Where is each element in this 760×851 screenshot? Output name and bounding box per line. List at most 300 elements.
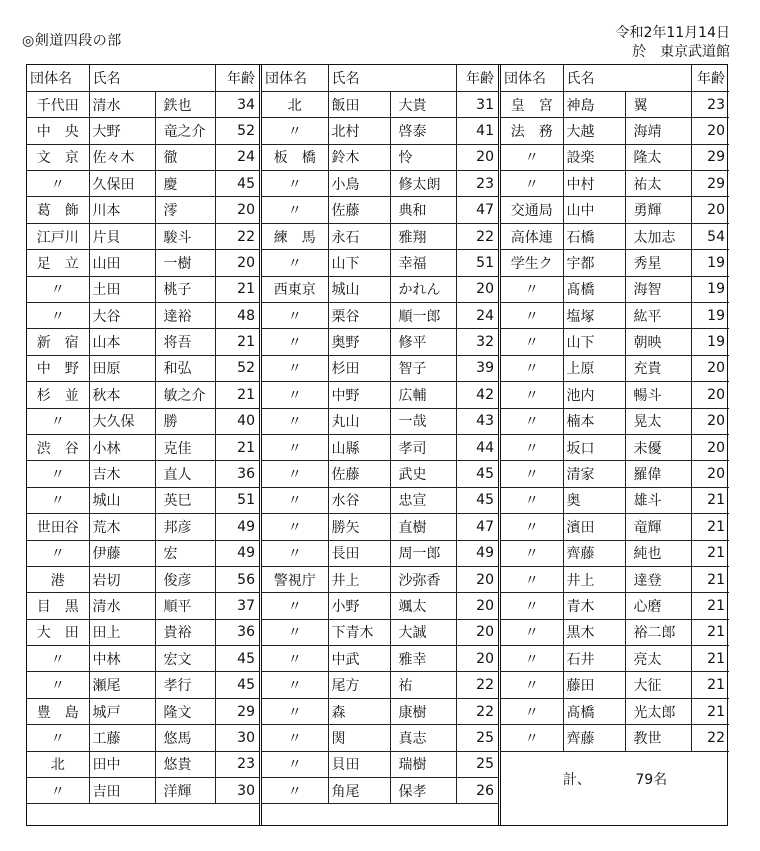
header-org: 団体名 [501, 65, 563, 91]
given-name-cell: 祐太 [625, 171, 691, 197]
given-name-cell: 宏文 [155, 646, 215, 672]
org-cell: 〃 [501, 461, 563, 487]
surname-cell: 上原 [563, 355, 625, 381]
age-cell: 20 [456, 593, 498, 619]
given-name-cell: 忠宣 [390, 487, 456, 513]
age-cell: 21 [691, 487, 729, 513]
surname-cell: 永石 [328, 223, 390, 249]
given-name-cell: 大貴 [390, 91, 456, 117]
org-cell: 〃 [262, 197, 328, 223]
table-row [27, 514, 259, 540]
total-label: 計、 [562, 772, 591, 789]
surname-cell: 城山 [328, 276, 390, 302]
table-row [262, 118, 498, 144]
surname-cell: 小鳥 [328, 171, 390, 197]
org-cell: 千代田 [27, 91, 89, 117]
surname-cell: 杉田 [328, 355, 390, 381]
age-cell: 56 [215, 566, 259, 592]
surname-cell: 水谷 [328, 487, 390, 513]
surname-cell: 吉田 [89, 778, 155, 804]
given-name-cell: 隆太 [625, 144, 691, 170]
age-cell: 21 [215, 276, 259, 302]
org-cell: 〃 [27, 303, 89, 329]
org-cell: 江戸川 [27, 223, 89, 249]
given-name-cell: 典和 [390, 197, 456, 223]
given-name-cell: 勝 [155, 408, 215, 434]
given-name-cell: 大誠 [390, 619, 456, 645]
given-name-cell: 竜之介 [155, 118, 215, 144]
given-name-cell: 修太朗 [390, 171, 456, 197]
org-cell: 〃 [262, 698, 328, 724]
table-row [501, 408, 729, 434]
given-name-cell: 康樹 [390, 698, 456, 724]
org-cell: 〃 [501, 171, 563, 197]
org-cell: 〃 [262, 461, 328, 487]
given-name-cell: 教世 [625, 725, 691, 751]
table-row [262, 619, 498, 645]
table-row [262, 303, 498, 329]
org-cell: 葛 飾 [27, 197, 89, 223]
surname-cell: 尾方 [328, 672, 390, 698]
header-name: 氏名 [328, 65, 390, 91]
age-cell: 20 [691, 461, 729, 487]
org-cell: 〃 [501, 434, 563, 460]
age-cell: 52 [215, 118, 259, 144]
table-row [501, 223, 729, 249]
org-cell: 〃 [501, 382, 563, 408]
surname-cell: 土田 [89, 276, 155, 302]
given-name-cell: 海靖 [625, 118, 691, 144]
org-cell: 〃 [262, 303, 328, 329]
surname-cell: 佐藤 [328, 197, 390, 223]
surname-cell: 川本 [89, 197, 155, 223]
given-name-cell: 光太郎 [625, 698, 691, 724]
surname-cell: 角尾 [328, 778, 390, 804]
surname-cell: 丸山 [328, 408, 390, 434]
roster-column-1 [27, 65, 262, 825]
table-row [27, 118, 259, 144]
table-row [262, 144, 498, 170]
org-cell: 中 央 [27, 118, 89, 144]
org-cell: 板 橋 [262, 144, 328, 170]
age-cell: 20 [691, 355, 729, 381]
given-name-cell: 直人 [155, 461, 215, 487]
given-name-cell: 周一郎 [390, 540, 456, 566]
org-cell: 〃 [262, 171, 328, 197]
org-cell: 学生ク [501, 250, 563, 276]
surname-cell: 大越 [563, 118, 625, 144]
org-cell: 皇 宮 [501, 91, 563, 117]
org-cell: 〃 [27, 171, 89, 197]
given-name-cell: 駿斗 [155, 223, 215, 249]
given-name-cell: 洋輝 [155, 778, 215, 804]
org-cell: 〃 [262, 540, 328, 566]
age-cell: 23 [691, 91, 729, 117]
age-cell: 41 [456, 118, 498, 144]
given-name-cell: 羅偉 [625, 461, 691, 487]
org-cell: 〃 [501, 303, 563, 329]
table-row [501, 619, 729, 645]
age-cell: 19 [691, 329, 729, 355]
age-cell: 20 [215, 197, 259, 223]
given-name-cell: 保孝 [390, 778, 456, 804]
given-name-cell: 敏之介 [155, 382, 215, 408]
given-name-cell: 順一郎 [390, 303, 456, 329]
given-name-cell: 広輔 [390, 382, 456, 408]
table-row [27, 171, 259, 197]
surname-cell: 荒木 [89, 514, 155, 540]
age-cell: 43 [456, 408, 498, 434]
surname-cell: 中村 [563, 171, 625, 197]
table-row [501, 382, 729, 408]
roster-column-3 [501, 65, 729, 825]
table-row [501, 514, 729, 540]
table-row [501, 487, 729, 513]
surname-cell: 坂口 [563, 434, 625, 460]
surname-cell: 佐藤 [328, 461, 390, 487]
surname-cell: 関 [328, 725, 390, 751]
surname-cell: 大野 [89, 118, 155, 144]
given-name-cell: 勇輝 [625, 197, 691, 223]
age-cell: 47 [456, 197, 498, 223]
age-cell: 30 [215, 778, 259, 804]
table-row [27, 646, 259, 672]
table-row [262, 698, 498, 724]
table-row [27, 751, 259, 777]
given-name-cell: 俊彦 [155, 566, 215, 592]
org-cell: 〃 [262, 355, 328, 381]
org-cell: 〃 [262, 487, 328, 513]
given-name-cell: 晃太 [625, 408, 691, 434]
org-cell: 〃 [262, 434, 328, 460]
surname-cell: 佐々木 [89, 144, 155, 170]
org-cell: 〃 [262, 778, 328, 804]
given-name-cell: かれん [390, 276, 456, 302]
age-cell: 20 [691, 408, 729, 434]
org-cell: 〃 [27, 276, 89, 302]
header-row [262, 65, 498, 91]
age-cell: 48 [215, 303, 259, 329]
surname-cell: 山田 [89, 250, 155, 276]
roster-table [501, 65, 729, 807]
surname-cell: 勝矢 [328, 514, 390, 540]
given-name-cell: 一樹 [155, 250, 215, 276]
surname-cell: 宇都 [563, 250, 625, 276]
surname-cell: 中野 [328, 382, 390, 408]
given-name-cell: 心磨 [625, 593, 691, 619]
org-cell: 〃 [27, 408, 89, 434]
given-name-cell: 未優 [625, 434, 691, 460]
table-row [27, 144, 259, 170]
age-cell: 30 [215, 725, 259, 751]
surname-cell: 片貝 [89, 223, 155, 249]
table-row [27, 672, 259, 698]
age-cell: 29 [691, 171, 729, 197]
table-row [501, 171, 729, 197]
table-row [262, 725, 498, 751]
age-cell: 21 [691, 646, 729, 672]
surname-cell: 大谷 [89, 303, 155, 329]
table-row [501, 276, 729, 302]
surname-cell: 藤田 [563, 672, 625, 698]
org-cell: 杉 並 [27, 382, 89, 408]
given-name-cell: 亮太 [625, 646, 691, 672]
given-name-cell: 颯太 [390, 593, 456, 619]
table-row [27, 619, 259, 645]
age-cell: 21 [691, 593, 729, 619]
age-cell: 49 [215, 514, 259, 540]
event-date: 令和2年11月14日 [615, 25, 730, 41]
org-cell: 大 田 [27, 619, 89, 645]
surname-cell: 城山 [89, 487, 155, 513]
table-row [27, 408, 259, 434]
given-name-cell: 雄斗 [625, 487, 691, 513]
given-name-cell: 貴裕 [155, 619, 215, 645]
surname-cell: 瀬尾 [89, 672, 155, 698]
given-name-cell: 順平 [155, 593, 215, 619]
age-cell: 22 [456, 698, 498, 724]
given-name-cell: 暢斗 [625, 382, 691, 408]
given-name-cell: 朝映 [625, 329, 691, 355]
surname-cell: 下青木 [328, 619, 390, 645]
age-cell: 29 [691, 144, 729, 170]
age-cell: 52 [215, 355, 259, 381]
table-row [262, 382, 498, 408]
age-cell: 21 [691, 540, 729, 566]
surname-cell: 齊藤 [563, 540, 625, 566]
given-name-cell: 修平 [390, 329, 456, 355]
age-cell: 54 [691, 223, 729, 249]
table-row [262, 408, 498, 434]
org-cell: 〃 [262, 382, 328, 408]
org-cell: 〃 [262, 751, 328, 777]
age-cell: 36 [215, 619, 259, 645]
table-row [27, 434, 259, 460]
age-cell: 25 [456, 725, 498, 751]
age-cell: 20 [691, 197, 729, 223]
org-cell: 港 [27, 566, 89, 592]
age-cell: 21 [215, 434, 259, 460]
table-row [501, 197, 729, 223]
age-cell: 42 [456, 382, 498, 408]
table-row [501, 698, 729, 724]
age-cell: 45 [456, 487, 498, 513]
table-row [501, 461, 729, 487]
given-name-cell: 沙弥香 [390, 566, 456, 592]
age-cell: 22 [215, 223, 259, 249]
given-name-cell: 悠馬 [155, 725, 215, 751]
given-name-cell: 幸福 [390, 250, 456, 276]
surname-cell: 設楽 [563, 144, 625, 170]
table-row [262, 461, 498, 487]
given-name-cell: 慶 [155, 171, 215, 197]
roster-table [262, 65, 498, 804]
table-row [262, 250, 498, 276]
org-cell: 〃 [501, 672, 563, 698]
roster-table [27, 65, 259, 804]
org-cell: 〃 [27, 672, 89, 698]
given-name-cell: 宏 [155, 540, 215, 566]
event-venue: 於 東京武道館 [632, 44, 730, 60]
header-name: 氏名 [89, 65, 155, 91]
org-cell: 世田谷 [27, 514, 89, 540]
age-cell: 34 [215, 91, 259, 117]
roster-tables [26, 64, 728, 826]
table-row [27, 566, 259, 592]
header-name-blank [625, 65, 691, 91]
age-cell: 20 [456, 619, 498, 645]
given-name-cell: 智子 [390, 355, 456, 381]
org-cell: 〃 [501, 487, 563, 513]
org-cell: 渋 谷 [27, 434, 89, 460]
age-cell: 19 [691, 250, 729, 276]
total-row [501, 751, 729, 807]
age-cell: 36 [215, 461, 259, 487]
given-name-cell: 紘平 [625, 303, 691, 329]
age-cell: 31 [456, 91, 498, 117]
org-cell: 〃 [262, 250, 328, 276]
surname-cell: 山下 [328, 250, 390, 276]
given-name-cell: 海智 [625, 276, 691, 302]
given-name-cell: 怜 [390, 144, 456, 170]
age-cell: 44 [456, 434, 498, 460]
age-cell: 21 [215, 329, 259, 355]
org-cell: 〃 [262, 646, 328, 672]
table-row [262, 646, 498, 672]
age-cell: 21 [691, 566, 729, 592]
org-cell: 〃 [262, 329, 328, 355]
surname-cell: 池内 [563, 382, 625, 408]
table-row [262, 434, 498, 460]
event-info [615, 24, 730, 62]
table-row [27, 487, 259, 513]
surname-cell: 楠本 [563, 408, 625, 434]
age-cell: 45 [456, 461, 498, 487]
given-name-cell: 澪 [155, 197, 215, 223]
org-cell: 〃 [27, 487, 89, 513]
header-age: 年齢 [691, 65, 729, 91]
table-row [262, 197, 498, 223]
org-cell: 〃 [501, 619, 563, 645]
org-cell: 中 野 [27, 355, 89, 381]
age-cell: 26 [456, 778, 498, 804]
surname-cell: 清水 [89, 91, 155, 117]
age-cell: 19 [691, 303, 729, 329]
table-row [262, 487, 498, 513]
age-cell: 45 [215, 672, 259, 698]
header-name: 氏名 [563, 65, 625, 91]
age-cell: 39 [456, 355, 498, 381]
given-name-cell: 桃子 [155, 276, 215, 302]
age-cell: 20 [456, 566, 498, 592]
org-cell: 豊 島 [27, 698, 89, 724]
org-cell: 〃 [501, 646, 563, 672]
header-row [501, 65, 729, 91]
surname-cell: 奥 [563, 487, 625, 513]
header-org: 団体名 [262, 65, 328, 91]
table-row [27, 698, 259, 724]
surname-cell: 髙橋 [563, 276, 625, 302]
surname-cell: 神島 [563, 91, 625, 117]
given-name-cell: 武史 [390, 461, 456, 487]
surname-cell: 秋本 [89, 382, 155, 408]
given-name-cell: 雅幸 [390, 646, 456, 672]
surname-cell: 石井 [563, 646, 625, 672]
header-org: 団体名 [27, 65, 89, 91]
given-name-cell: 啓泰 [390, 118, 456, 144]
table-row [27, 540, 259, 566]
age-cell: 20 [215, 250, 259, 276]
surname-cell: 田原 [89, 355, 155, 381]
surname-cell: 奥野 [328, 329, 390, 355]
table-row [27, 725, 259, 751]
surname-cell: 田中 [89, 751, 155, 777]
surname-cell: 吉木 [89, 461, 155, 487]
surname-cell: 北村 [328, 118, 390, 144]
header-row [27, 65, 259, 91]
surname-cell: 岩切 [89, 566, 155, 592]
age-cell: 20 [456, 646, 498, 672]
table-row [27, 197, 259, 223]
surname-cell: 井上 [328, 566, 390, 592]
age-cell: 21 [215, 382, 259, 408]
age-cell: 20 [691, 118, 729, 144]
org-cell: 足 立 [27, 250, 89, 276]
org-cell: 〃 [262, 672, 328, 698]
surname-cell: 井上 [563, 566, 625, 592]
surname-cell: 大久保 [89, 408, 155, 434]
given-name-cell: 和弘 [155, 355, 215, 381]
org-cell: 〃 [262, 619, 328, 645]
surname-cell: 飯田 [328, 91, 390, 117]
org-cell: 〃 [501, 329, 563, 355]
table-row [27, 355, 259, 381]
table-row [501, 672, 729, 698]
table-row [501, 144, 729, 170]
table-row [262, 329, 498, 355]
surname-cell: 山縣 [328, 434, 390, 460]
given-name-cell: 克佳 [155, 434, 215, 460]
total-value: 79名 [635, 772, 668, 789]
age-cell: 21 [691, 619, 729, 645]
table-row [27, 778, 259, 804]
roster-body [27, 91, 259, 804]
surname-cell: 塩塚 [563, 303, 625, 329]
header-age: 年齢 [456, 65, 498, 91]
given-name-cell: 祐 [390, 672, 456, 698]
age-cell: 22 [456, 672, 498, 698]
surname-cell: 清家 [563, 461, 625, 487]
org-cell: 〃 [262, 593, 328, 619]
org-cell: 〃 [262, 118, 328, 144]
org-cell: 〃 [501, 408, 563, 434]
given-name-cell: 大征 [625, 672, 691, 698]
surname-cell: 中林 [89, 646, 155, 672]
table-row [501, 434, 729, 460]
given-name-cell: 瑞樹 [390, 751, 456, 777]
age-cell: 25 [456, 751, 498, 777]
surname-cell: 貝田 [328, 751, 390, 777]
org-cell: 〃 [501, 698, 563, 724]
table-row [262, 540, 498, 566]
surname-cell: 城戸 [89, 698, 155, 724]
org-cell: 〃 [27, 778, 89, 804]
age-cell: 29 [215, 698, 259, 724]
org-cell: 〃 [501, 725, 563, 751]
header-name-blank [390, 65, 456, 91]
org-cell: 高体連 [501, 223, 563, 249]
table-row [262, 566, 498, 592]
